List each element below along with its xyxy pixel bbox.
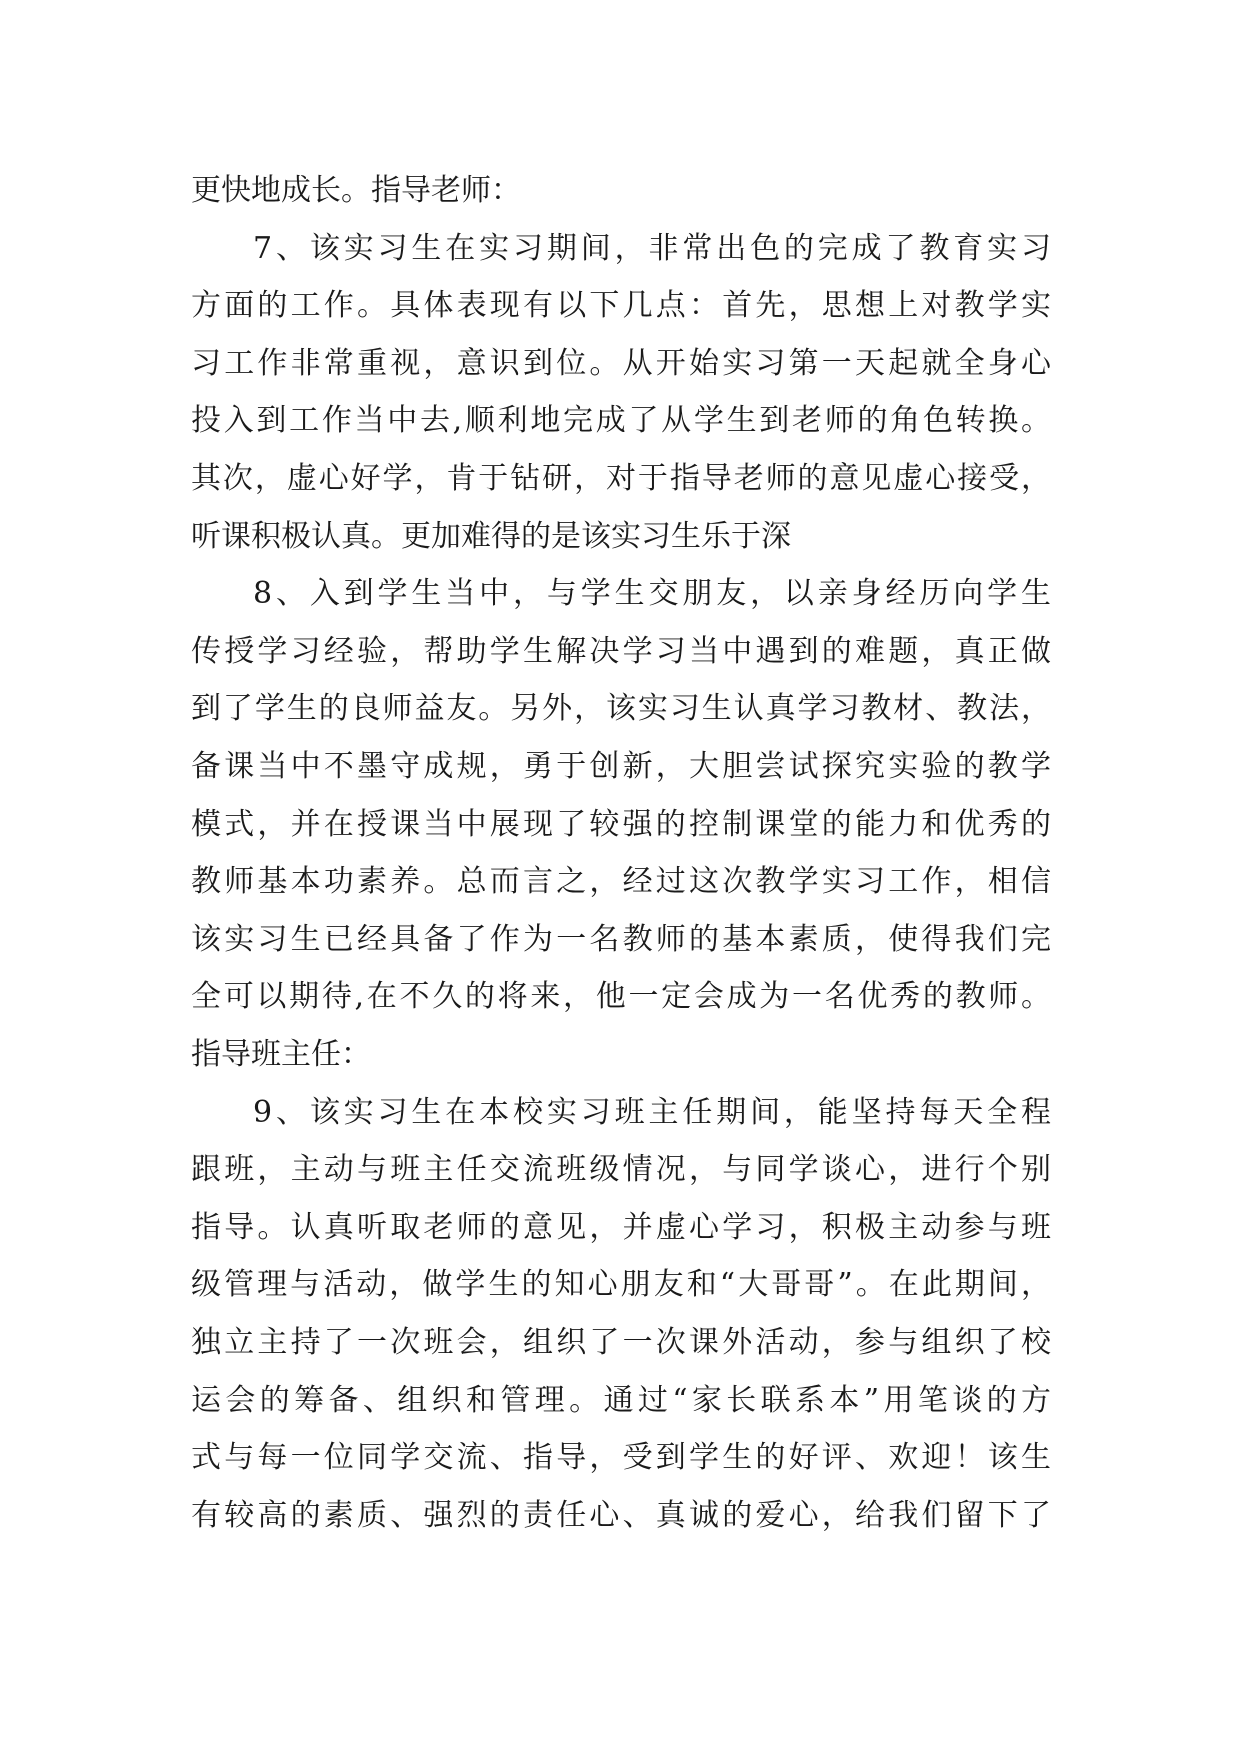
- text-line: 该实习生已经具备了作为一名教师的基本素质，使得我们完: [191, 921, 1051, 957]
- text-line: 模式，并在授课当中展现了较强的控制课堂的能力和优秀的: [191, 806, 1051, 842]
- text-line: 到了学生的良师益友。另外，该实习生认真学习教材、教法，: [191, 691, 1051, 727]
- text-line: 指导班主任：: [191, 1037, 371, 1072]
- text-line: 有较高的素质、强烈的责任心、真诚的爱心，给我们留下了: [191, 1497, 1051, 1533]
- text-line: 指导。认真听取老师的意见，并虚心学习，积极主动参与班: [191, 1209, 1051, 1245]
- text-line: 方面的工作。具体表现有以下几点：首先，思想上对教学实: [191, 288, 1051, 324]
- text-line: 7、该实习生在实习期间，非常出色的完成了教育实习: [253, 230, 1051, 266]
- text-line: 式与每一位同学交流、指导，受到学生的好评、欢迎！该生: [191, 1440, 1051, 1476]
- text-line: 独立主持了一次班会，组织了一次课外活动，参与组织了校: [191, 1325, 1051, 1360]
- text-line: 投入到工作当中去,顺利地完成了从学生到老师的角色转换。: [191, 403, 1051, 439]
- text-line: 其次，虚心好学，肯于钻研，对于指导老师的意见虚心接受，: [191, 461, 1051, 496]
- text-line: 全可以期待,在不久的将来，他一定会成为一名优秀的教师。: [191, 979, 1051, 1015]
- text-line: 9、该实习生在本校实习班主任期间，能坚持每天全程: [253, 1094, 1051, 1130]
- text-line: 级管理与活动，做学生的知心朋友和“大哥哥”。在此期间，: [191, 1267, 1051, 1303]
- text-line: 听课积极认真。更加难得的是该实习生乐于深: [191, 518, 791, 554]
- text-line: 传授学习经验，帮助学生解决学习当中遇到的难题，真正做: [191, 633, 1051, 669]
- text-line: 运会的筹备、组织和管理。通过“家长联系本”用笔谈的方: [191, 1382, 1051, 1418]
- text-line: 备课当中不墨守成规，勇于创新，大胆尝试探究实验的教学: [191, 749, 1051, 784]
- text-line: 更快地成长。指导老师：: [191, 173, 521, 208]
- text-line: 教师基本功素养。总而言之，经过这次教学实习工作，相信: [191, 864, 1051, 900]
- text-line: 8、入到学生当中，与学生交朋友，以亲身经历向学生: [253, 576, 1051, 612]
- text-line: 习工作非常重视，意识到位。从开始实习第一天起就全身心: [191, 345, 1051, 381]
- text-line: 跟班，主动与班主任交流班级情况，与同学谈心，进行个别: [191, 1152, 1051, 1188]
